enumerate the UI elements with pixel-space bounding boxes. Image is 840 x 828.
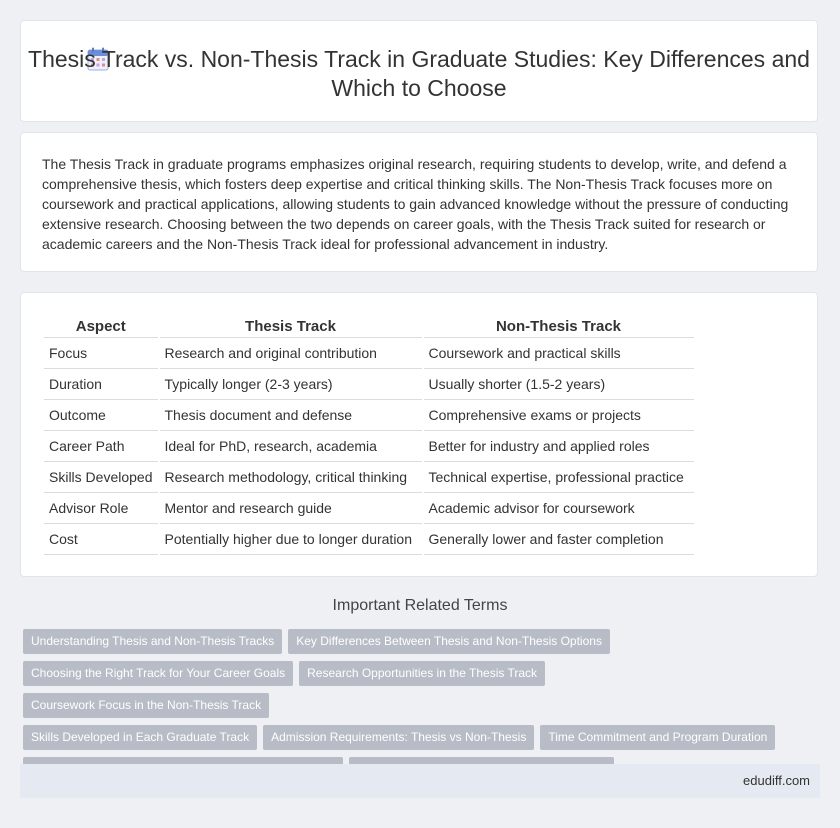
- cell-non-thesis: Generally lower and faster completion: [424, 524, 694, 555]
- cell-non-thesis: Usually shorter (1.5-2 years): [424, 369, 694, 400]
- related-term-tag[interactable]: Coursework Focus in the Non-Thesis Track: [23, 693, 269, 718]
- table-row: [44, 493, 694, 524]
- table-row: [44, 431, 694, 462]
- cell-non-thesis: Comprehensive exams or projects: [424, 400, 694, 431]
- comparison-card: [20, 292, 818, 577]
- table-row: [44, 462, 694, 493]
- header-aspect: Aspect: [44, 315, 158, 338]
- cell-non-thesis: Coursework and practical skills: [424, 338, 694, 369]
- cell-thesis: Research and original contribution: [160, 338, 422, 369]
- related-term-tag[interactable]: Skills Developed in Each Graduate Track: [23, 725, 257, 750]
- cell-non-thesis: Technical expertise, professional practice: [424, 462, 694, 493]
- intro-paragraph: The Thesis Track in graduate programs emphasizes original research, requiring students to develop, write, and defend a comprehensive thesis, which fosters deep expertise and critical thinking skills. The Non-Thesis Track focuses more on coursework and practical applications, allowing students to gain advanced knowledge without the pressure of conducting extensive research. Choosing between the two depends on career goals, with the Thesis Track suited for research or academic careers and the Non-Thesis Track ideal for professional advancement in industry.: [42, 156, 789, 252]
- cell-thesis: Typically longer (2-3 years): [160, 369, 422, 400]
- page-title: Thesis Track vs. Non-Thesis Track in Graduate Studies: Key Differences and Which to Choose: [28, 46, 810, 101]
- title-card: [20, 20, 818, 122]
- cell-non-thesis: Better for industry and applied roles: [424, 431, 694, 462]
- related-term-tag[interactable]: Admission Requirements: Thesis vs Non-Thesis: [263, 725, 534, 750]
- footer: [20, 764, 820, 798]
- footer-site-link[interactable]: edudiff.com: [743, 773, 810, 788]
- related-term-tag[interactable]: Choosing the Right Track for Your Career Goals: [23, 661, 293, 686]
- related-term-tag[interactable]: Understanding Thesis and Non-Thesis Tracks: [23, 629, 282, 654]
- cell-aspect: Career Path: [44, 431, 158, 462]
- intro-card: [20, 132, 818, 272]
- table-header-row: [44, 315, 694, 338]
- table-row: [44, 338, 694, 369]
- cell-aspect: Outcome: [44, 400, 158, 431]
- cell-thesis: Ideal for PhD, research, academia: [160, 431, 422, 462]
- header-non-thesis: Non-Thesis Track: [424, 315, 694, 338]
- cell-aspect: Duration: [44, 369, 158, 400]
- table-row: [44, 524, 694, 555]
- cell-thesis: Potentially higher due to longer duration: [160, 524, 422, 555]
- cell-thesis: Mentor and research guide: [160, 493, 422, 524]
- related-terms-heading: Important Related Terms: [332, 597, 508, 614]
- cell-aspect: Advisor Role: [44, 493, 158, 524]
- cell-aspect: Cost: [44, 524, 158, 555]
- cell-non-thesis: Academic advisor for coursework: [424, 493, 694, 524]
- table-row: [44, 369, 694, 400]
- header-thesis: Thesis Track: [160, 315, 422, 338]
- related-term-tag[interactable]: Key Differences Between Thesis and Non-Thesis Options: [288, 629, 610, 654]
- cell-thesis: Thesis document and defense: [160, 400, 422, 431]
- table-row: [44, 400, 694, 431]
- cell-thesis: Research methodology, critical thinking: [160, 462, 422, 493]
- cell-aspect: Focus: [44, 338, 158, 369]
- related-term-tag[interactable]: Time Commitment and Program Duration: [540, 725, 775, 750]
- related-term-tag[interactable]: Research Opportunities in the Thesis Track: [299, 661, 545, 686]
- comparison-table: [42, 315, 696, 555]
- cell-aspect: Skills Developed: [44, 462, 158, 493]
